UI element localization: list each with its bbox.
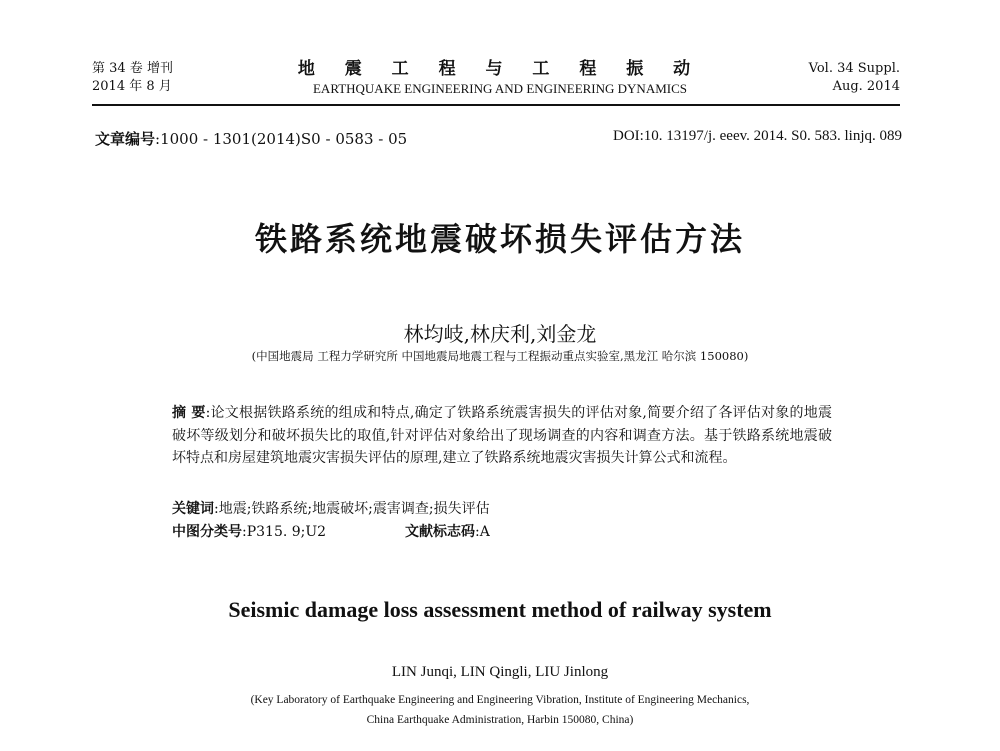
document-code-label: 文献标志码 (405, 524, 475, 540)
doi: DOI:10. 13197/j. eeev. 2014. S0. 583. linjq. 089 (612, 128, 902, 144)
keywords-text: :地震;铁路系统;地震破坏;震害调查;损失评估 (214, 501, 490, 517)
document-code-value: :A (475, 524, 490, 540)
article-id (95, 128, 407, 149)
paper-title-cn: 铁路系统地震破坏损失评估方法 (254, 220, 745, 258)
abstract-label: 摘 要 (172, 405, 206, 421)
header-right (809, 60, 900, 96)
date-cn: 2014 年 8 月 (92, 79, 172, 94)
keywords (172, 498, 490, 518)
volume-en: Vol. 34 Suppl. (808, 61, 900, 76)
authors-cn: 林均岐,林庆利,刘金龙 (403, 322, 597, 346)
header-left (92, 60, 173, 96)
classification-value: :P315. 9;U2 (242, 524, 327, 540)
keywords-label: 关键词 (172, 501, 214, 517)
affiliation-en (0, 690, 1000, 730)
volume-cn: 第 34 卷 增刊 (92, 61, 173, 76)
article-id-label: 文章编号 (95, 130, 156, 148)
journal-title-cn: 地 震 工 程 与 工 程 振 动 (297, 59, 703, 79)
affiliation-en-line2: China Earthquake Administration, Harbin 150080, China) (366, 714, 634, 726)
affiliation-en-line1: (Key Laboratory of Earthquake Engineering and Engineering Vibration, Institute of Engineering Mechanics, (250, 694, 750, 706)
journal-title-en: EARTHQUAKE ENGINEERING AND ENGINEERING DYNAMICS (312, 81, 688, 96)
authors-en: LIN Junqi, LIN Qingli, LIU Jinlong (391, 664, 609, 680)
header-rule (92, 104, 900, 106)
date-en: Aug. 2014 (832, 79, 900, 94)
document-code (405, 521, 490, 541)
abstract (172, 402, 832, 470)
affiliation-cn: (中国地震局 工程力学研究所 中国地震局地震工程与工程振动重点实验室,黑龙江 哈尔滨 150080) (251, 349, 749, 363)
header-center (250, 58, 750, 98)
article-id-value: :1000 - 1301(2014)S0 - 0583 - 05 (155, 130, 408, 148)
classification-label: 中图分类号 (172, 524, 242, 540)
abstract-text: :论文根据铁路系统的组成和特点,确定了铁路系统震害损失的评估对象,简要介绍了各评估对象的地震破坏等级划分和破坏损失比的取值,针对评估对象给出了现场调查的内容和调查方法。基于铁路系统地震破坏特点和房屋建筑地震灾害损失评估的原理,建立了铁路系统地震灾害损失计算公式和流程。 (172, 405, 832, 466)
classification-line (172, 521, 490, 541)
paper-title-en: Seismic damage loss assessment method of railway system (228, 597, 772, 622)
